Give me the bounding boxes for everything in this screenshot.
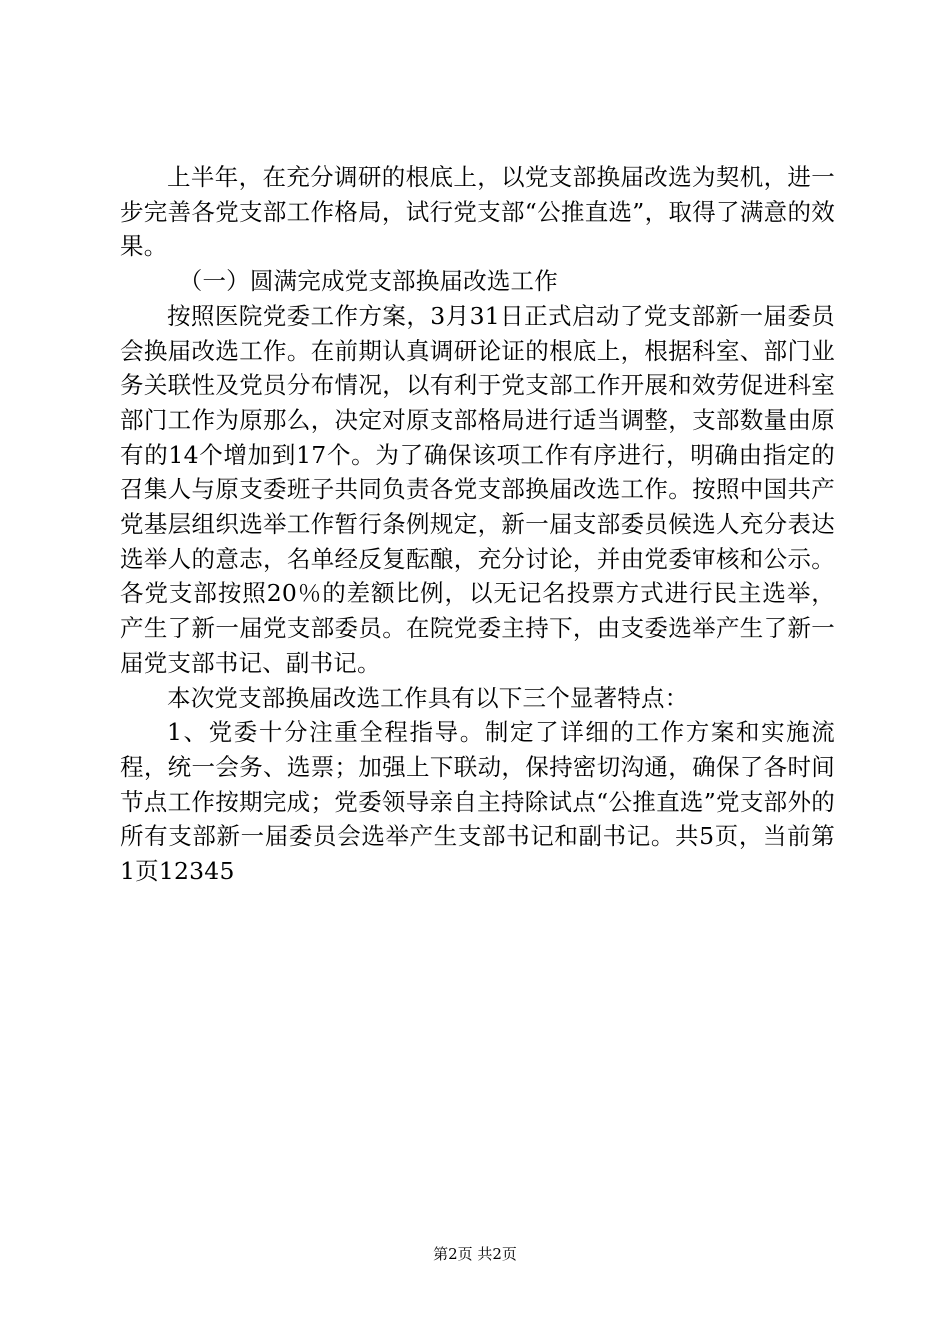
page-footer: 第2页 共2页 — [433, 1245, 517, 1263]
paragraph-features-intro: 本次党支部换届改选工作具有以下三个显著特点： — [167, 683, 689, 712]
section-heading: （一）圆满完成党支部换届改选工作 — [178, 267, 558, 296]
paragraph-feature-1: 1、党委十分注重全程指导。制定了详细的工作方案和实施流程，统一会务、选票；加强上下联动，保持密切沟通，确保了各时间节点工作按期完成；党委领导亲自主持除试点“公推直选”党支部外的所有支部新一届委员会选举产生支部书记和副书记。共5页，当前第1页12345 — [120, 718, 835, 886]
document-body — [120, 160, 835, 889]
paragraph-intro: 上半年，在充分调研的根底上，以党支部换届改选为契机，进一步完善各党支部工作格局，试行党支部“公推直选”，取得了满意的效果。 — [120, 163, 835, 261]
paragraph-main: 按照医院党委工作方案，3月31日正式启动了党支部新一届委员会换届改选工作。在前期认真调研论证的根底上，根据科室、部门业务关联性及党员分布情况，以有利于党支部工作开展和效劳促进科室部门工作为原那么，决定对原支部格局进行适当调整，支部数量由原有的14个增加到17个。为了确保该项工作有序进行，明确由指定的召集人与原支委班子共同负责各党支部换届改选工作。按照中国共产党基层组织选举工作暂行条例规定，新一届支部委员候选人充分表达选举人的意志，名单经反复酝酿，充分讨论，并由党委审核和公示。各党支部按照20％的差额比例，以无记名投票方式进行民主选举，产生了新一届党支部委员。在院党委主持下，由支委选举产生了新一届党支部书记、副书记。 — [120, 301, 835, 677]
